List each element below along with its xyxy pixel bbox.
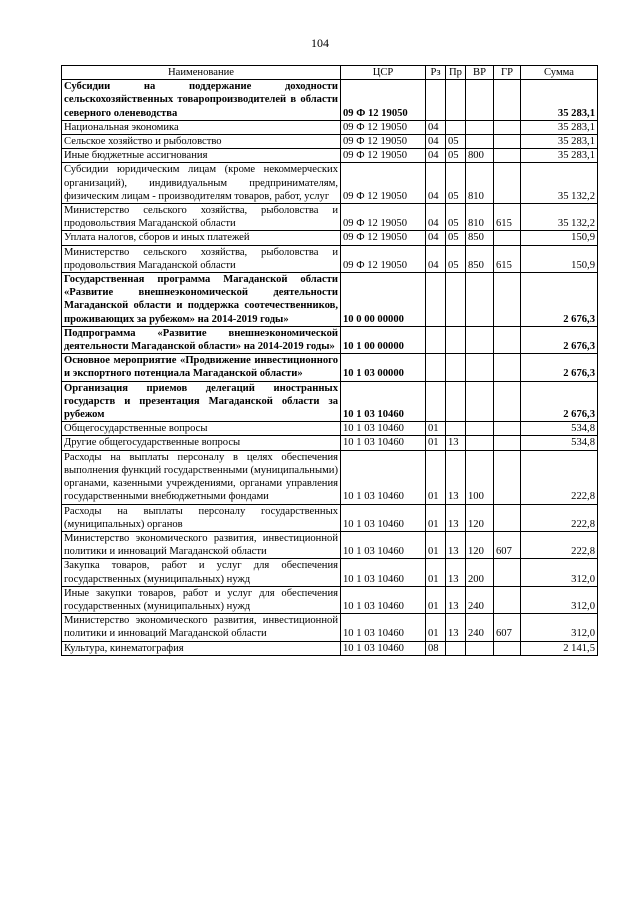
cell-gr (494, 149, 521, 163)
cell-gr (494, 641, 521, 655)
table-row (62, 381, 598, 422)
table-row (62, 149, 598, 163)
table-row (62, 354, 598, 381)
cell-vr: 850 (466, 245, 494, 272)
cell-rz (426, 326, 446, 353)
cell-gr: 615 (494, 204, 521, 231)
cell-pr: 13 (446, 450, 466, 504)
table-row (62, 641, 598, 655)
page-number: 104 (311, 36, 329, 50)
cell-pr (446, 326, 466, 353)
cell-csr: 09 Ф 12 19050 (341, 231, 426, 245)
cell-csr: 09 Ф 12 19050 (341, 120, 426, 134)
cell-vr: 240 (466, 586, 494, 613)
cell-vr: 810 (466, 204, 494, 231)
cell-gr (494, 120, 521, 134)
cell-sum: 35 283,1 (521, 120, 598, 134)
table-row (62, 326, 598, 353)
cell-gr (494, 326, 521, 353)
cell-sum: 2 676,3 (521, 326, 598, 353)
cell-name: Министерство сельского хозяйства, рыболовства и продовольствия Магаданской области (62, 245, 341, 272)
cell-csr: 09 Ф 12 19050 (341, 163, 426, 204)
cell-vr (466, 80, 494, 121)
cell-sum: 312,0 (521, 614, 598, 641)
cell-csr: 10 1 03 00000 (341, 354, 426, 381)
cell-name: Закупка товаров, работ и услуг для обеспечения государственных (муниципальных) нужд (62, 559, 341, 586)
header-rz: Рз (426, 66, 446, 80)
cell-vr (466, 436, 494, 450)
header-name: Наименование (62, 66, 341, 80)
cell-gr (494, 273, 521, 327)
cell-pr: 13 (446, 614, 466, 641)
cell-sum: 312,0 (521, 559, 598, 586)
cell-rz: 01 (426, 436, 446, 450)
cell-vr (466, 381, 494, 422)
cell-gr: 607 (494, 614, 521, 641)
table-row (62, 531, 598, 558)
cell-pr: 05 (446, 231, 466, 245)
cell-name: Субсидии на поддержание доходности сельскохозяйственных товаропроизводителей в области северного оленеводства (62, 80, 341, 121)
cell-rz: 01 (426, 504, 446, 531)
cell-gr (494, 80, 521, 121)
table-row (62, 273, 598, 327)
cell-csr: 09 Ф 12 19050 (341, 204, 426, 231)
cell-sum: 35 132,2 (521, 163, 598, 204)
cell-csr: 09 Ф 12 19050 (341, 245, 426, 272)
cell-csr: 09 Ф 12 19050 (341, 80, 426, 121)
table-row (62, 245, 598, 272)
cell-vr (466, 273, 494, 327)
cell-sum: 2 676,3 (521, 273, 598, 327)
cell-name: Министерство сельского хозяйства, рыболовства и продовольствия Магаданской области (62, 204, 341, 231)
cell-sum: 2 676,3 (521, 381, 598, 422)
cell-pr: 13 (446, 586, 466, 613)
cell-vr (466, 354, 494, 381)
cell-rz: 04 (426, 120, 446, 134)
cell-sum: 35 283,1 (521, 135, 598, 149)
cell-sum: 35 283,1 (521, 149, 598, 163)
cell-name: Уплата налогов, сборов и иных платежей (62, 231, 341, 245)
cell-sum: 222,8 (521, 504, 598, 531)
cell-csr: 09 Ф 12 19050 (341, 135, 426, 149)
cell-csr: 10 1 03 10460 (341, 436, 426, 450)
cell-pr: 13 (446, 504, 466, 531)
table-row (62, 80, 598, 121)
cell-vr: 120 (466, 504, 494, 531)
cell-gr (494, 436, 521, 450)
cell-rz: 01 (426, 614, 446, 641)
cell-gr (494, 559, 521, 586)
cell-vr: 100 (466, 450, 494, 504)
cell-rz: 04 (426, 163, 446, 204)
cell-name: Организация приемов делегаций иностранных государств и презентация Магаданской области за рубежом (62, 381, 341, 422)
cell-csr: 10 1 03 10460 (341, 614, 426, 641)
table-row (62, 436, 598, 450)
cell-csr: 10 1 03 10460 (341, 450, 426, 504)
cell-gr: 607 (494, 531, 521, 558)
cell-csr: 10 1 03 10460 (341, 422, 426, 436)
table-body (62, 80, 598, 656)
table-row (62, 559, 598, 586)
cell-rz: 04 (426, 149, 446, 163)
cell-gr (494, 504, 521, 531)
header-sum: Сумма (521, 66, 598, 80)
cell-rz: 01 (426, 531, 446, 558)
cell-pr: 13 (446, 559, 466, 586)
cell-sum: 312,0 (521, 586, 598, 613)
cell-gr (494, 422, 521, 436)
cell-vr: 810 (466, 163, 494, 204)
cell-pr (446, 80, 466, 121)
cell-rz: 04 (426, 135, 446, 149)
cell-sum: 150,9 (521, 245, 598, 272)
cell-rz: 04 (426, 245, 446, 272)
cell-gr (494, 231, 521, 245)
cell-name: Основное мероприятие «Продвижение инвестиционного и экспортного потенциала Магаданской области» (62, 354, 341, 381)
table-row (62, 614, 598, 641)
table-row (62, 163, 598, 204)
cell-vr (466, 326, 494, 353)
cell-rz (426, 80, 446, 121)
cell-sum: 534,8 (521, 422, 598, 436)
table-header-row (62, 66, 598, 80)
cell-pr (446, 641, 466, 655)
cell-vr (466, 422, 494, 436)
cell-rz: 01 (426, 450, 446, 504)
cell-vr (466, 641, 494, 655)
cell-gr (494, 135, 521, 149)
cell-sum: 2 676,3 (521, 354, 598, 381)
table-row (62, 135, 598, 149)
cell-gr: 615 (494, 245, 521, 272)
budget-table (61, 65, 598, 656)
cell-name: Субсидии юридическим лицам (кроме некоммерческих организаций), индивидуальным предпринимателям, физическим лицам - производителям товаров, работ, услуг (62, 163, 341, 204)
cell-pr: 05 (446, 135, 466, 149)
cell-sum: 2 141,5 (521, 641, 598, 655)
table-row (62, 450, 598, 504)
header-csr: ЦСР (341, 66, 426, 80)
cell-name: Подпрограмма «Развитие внешнеэкономической деятельности Магаданской области» на 2014-2019 годы» (62, 326, 341, 353)
cell-rz: 01 (426, 586, 446, 613)
cell-rz: 04 (426, 204, 446, 231)
table-row (62, 204, 598, 231)
cell-csr: 10 1 03 10460 (341, 381, 426, 422)
cell-name: Министерство экономического развития, инвестиционной политики и инноваций Магаданской области (62, 614, 341, 641)
cell-csr: 10 1 00 00000 (341, 326, 426, 353)
table-row (62, 504, 598, 531)
cell-vr: 800 (466, 149, 494, 163)
table-row (62, 422, 598, 436)
cell-pr: 13 (446, 436, 466, 450)
cell-pr (446, 120, 466, 134)
cell-sum: 35 283,1 (521, 80, 598, 121)
cell-name: Государственная программа Магаданской области «Развитие внешнеэкономической деятельности Магаданской области и поддержка соотечественников, проживающих за рубежом» на 2014-2019 годы» (62, 273, 341, 327)
cell-name: Иные закупки товаров, работ и услуг для обеспечения государственных (муниципальных) нужд (62, 586, 341, 613)
cell-csr: 10 1 03 10460 (341, 641, 426, 655)
cell-vr: 240 (466, 614, 494, 641)
cell-csr: 10 1 03 10460 (341, 586, 426, 613)
cell-gr (494, 381, 521, 422)
cell-name: Общегосударственные вопросы (62, 422, 341, 436)
cell-sum: 222,8 (521, 450, 598, 504)
cell-rz: 01 (426, 422, 446, 436)
cell-pr: 05 (446, 163, 466, 204)
header-vr: ВР (466, 66, 494, 80)
cell-vr: 120 (466, 531, 494, 558)
cell-name: Сельское хозяйство и рыболовство (62, 135, 341, 149)
header-gr: ГР (494, 66, 521, 80)
cell-name: Национальная экономика (62, 120, 341, 134)
cell-gr (494, 163, 521, 204)
cell-vr: 850 (466, 231, 494, 245)
cell-pr (446, 354, 466, 381)
cell-pr: 05 (446, 204, 466, 231)
cell-name: Расходы на выплаты персоналу государственных (муниципальных) органов (62, 504, 341, 531)
table-row (62, 586, 598, 613)
cell-csr: 10 1 03 10460 (341, 504, 426, 531)
cell-gr (494, 354, 521, 381)
cell-csr: 10 0 00 00000 (341, 273, 426, 327)
cell-vr (466, 120, 494, 134)
cell-sum: 534,8 (521, 436, 598, 450)
cell-rz: 01 (426, 559, 446, 586)
cell-rz (426, 273, 446, 327)
table-row (62, 120, 598, 134)
cell-name: Иные бюджетные ассигнования (62, 149, 341, 163)
cell-gr (494, 586, 521, 613)
cell-csr: 10 1 03 10460 (341, 531, 426, 558)
cell-name: Культура, кинематография (62, 641, 341, 655)
cell-vr: 200 (466, 559, 494, 586)
cell-pr: 05 (446, 245, 466, 272)
cell-pr: 05 (446, 149, 466, 163)
cell-sum: 35 132,2 (521, 204, 598, 231)
cell-gr (494, 450, 521, 504)
cell-rz (426, 381, 446, 422)
header-pr: Пр (446, 66, 466, 80)
cell-rz: 08 (426, 641, 446, 655)
cell-pr (446, 273, 466, 327)
cell-sum: 222,8 (521, 531, 598, 558)
cell-csr: 10 1 03 10460 (341, 559, 426, 586)
cell-pr (446, 381, 466, 422)
table-row (62, 231, 598, 245)
cell-rz (426, 354, 446, 381)
cell-vr (466, 135, 494, 149)
cell-rz: 04 (426, 231, 446, 245)
cell-name: Другие общегосударственные вопросы (62, 436, 341, 450)
cell-pr (446, 422, 466, 436)
cell-sum: 150,9 (521, 231, 598, 245)
cell-name: Расходы на выплаты персоналу в целях обеспечения выполнения функций государственными (муниципальными) органами, казенными учреждениями, органами управления государственными внебюджетными фондами (62, 450, 341, 504)
cell-csr: 09 Ф 12 19050 (341, 149, 426, 163)
cell-pr: 13 (446, 531, 466, 558)
cell-name: Министерство экономического развития, инвестиционной политики и инноваций Магаданской области (62, 531, 341, 558)
